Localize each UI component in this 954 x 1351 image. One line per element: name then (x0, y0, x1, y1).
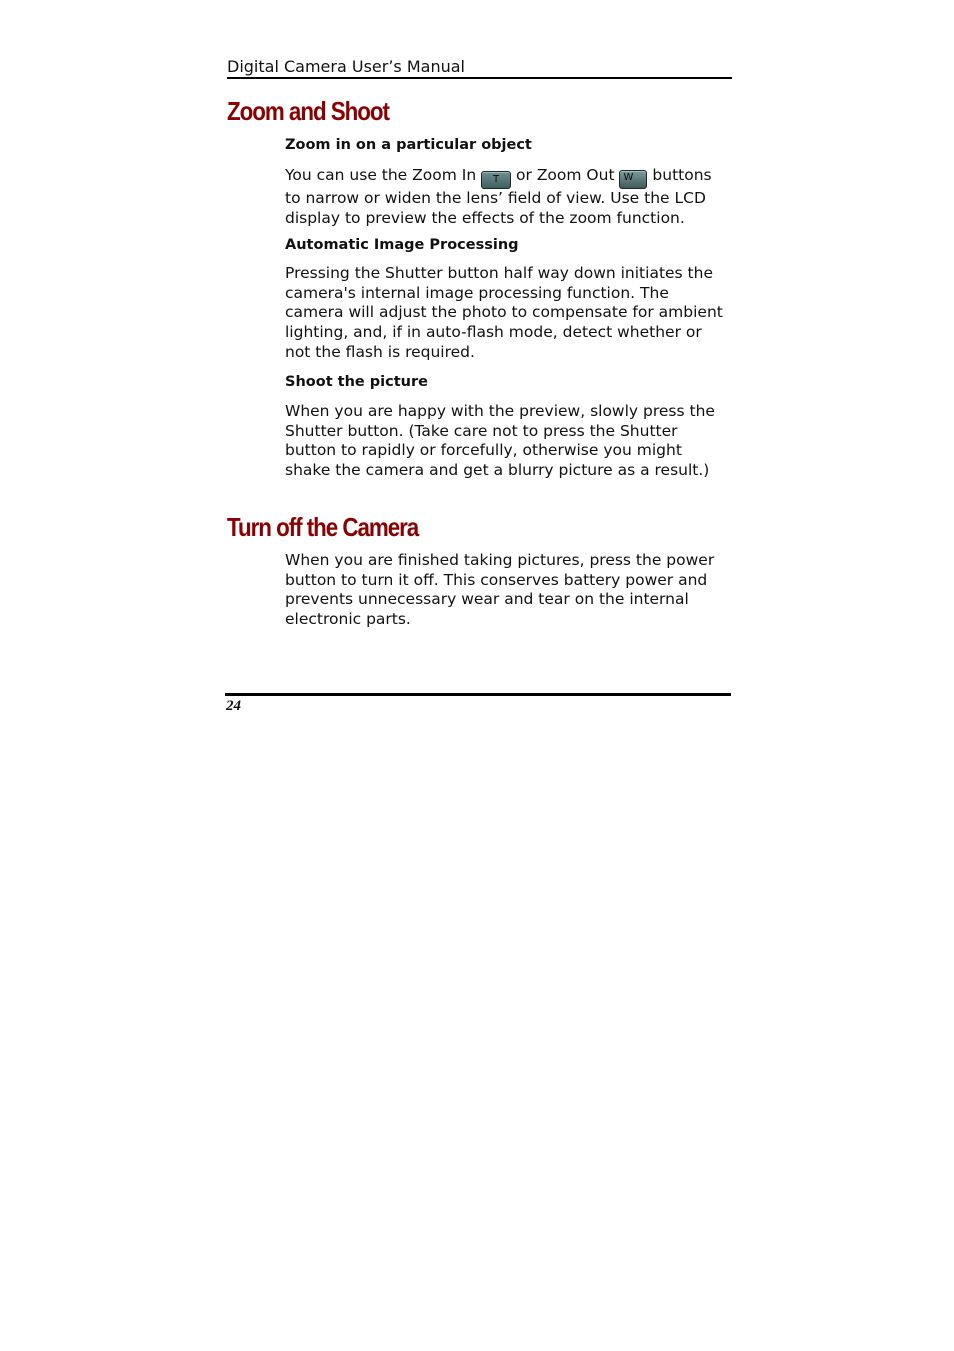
page-number: 24 (226, 698, 241, 714)
paragraph-turn-off: When you are finished taking pictures, press the power button to turn it off. This conserves battery power and prevents unnecessary wear and tear on the internal electronic parts. (285, 551, 715, 629)
running-header: Digital Camera User’s Manual (227, 57, 732, 79)
zoom-out-button-icon: W (619, 170, 647, 189)
paragraph-shoot-picture: When you are happy with the preview, slowly press the Shutter button. (Take care not to press the Shutter button to rapidly or forcefully, otherwise you might shake the camera and get a blurry picture as a result.) (285, 402, 715, 480)
zoom-text-after: buttons to narrow or widen the lens’ field of view. Use the LCD display to preview the effects of the zoom function. (285, 166, 712, 227)
footer-rule (225, 693, 731, 696)
subheading-zoom-in: Zoom in on a particular object (285, 137, 532, 153)
zoom-in-button-icon: T (481, 171, 511, 189)
section-title-turn-off: Turn off the Camera (227, 512, 419, 542)
paragraph-auto-processing: Pressing the Shutter button half way down initiates the camera's internal image processing function. The camera will adjust the photo to compensate for ambient lighting, and, if in auto-flash mode, detect whether or not the flash is required. (285, 264, 723, 361)
zoom-text-between: or Zoom Out (516, 166, 615, 184)
subheading-auto-processing: Automatic Image Processing (285, 237, 519, 253)
section-title-zoom-and-shoot: Zoom and Shoot (227, 96, 389, 126)
subheading-shoot-picture: Shoot the picture (285, 374, 428, 390)
zoom-text-before: You can use the Zoom In (285, 166, 477, 184)
paragraph-zoom (285, 166, 731, 228)
